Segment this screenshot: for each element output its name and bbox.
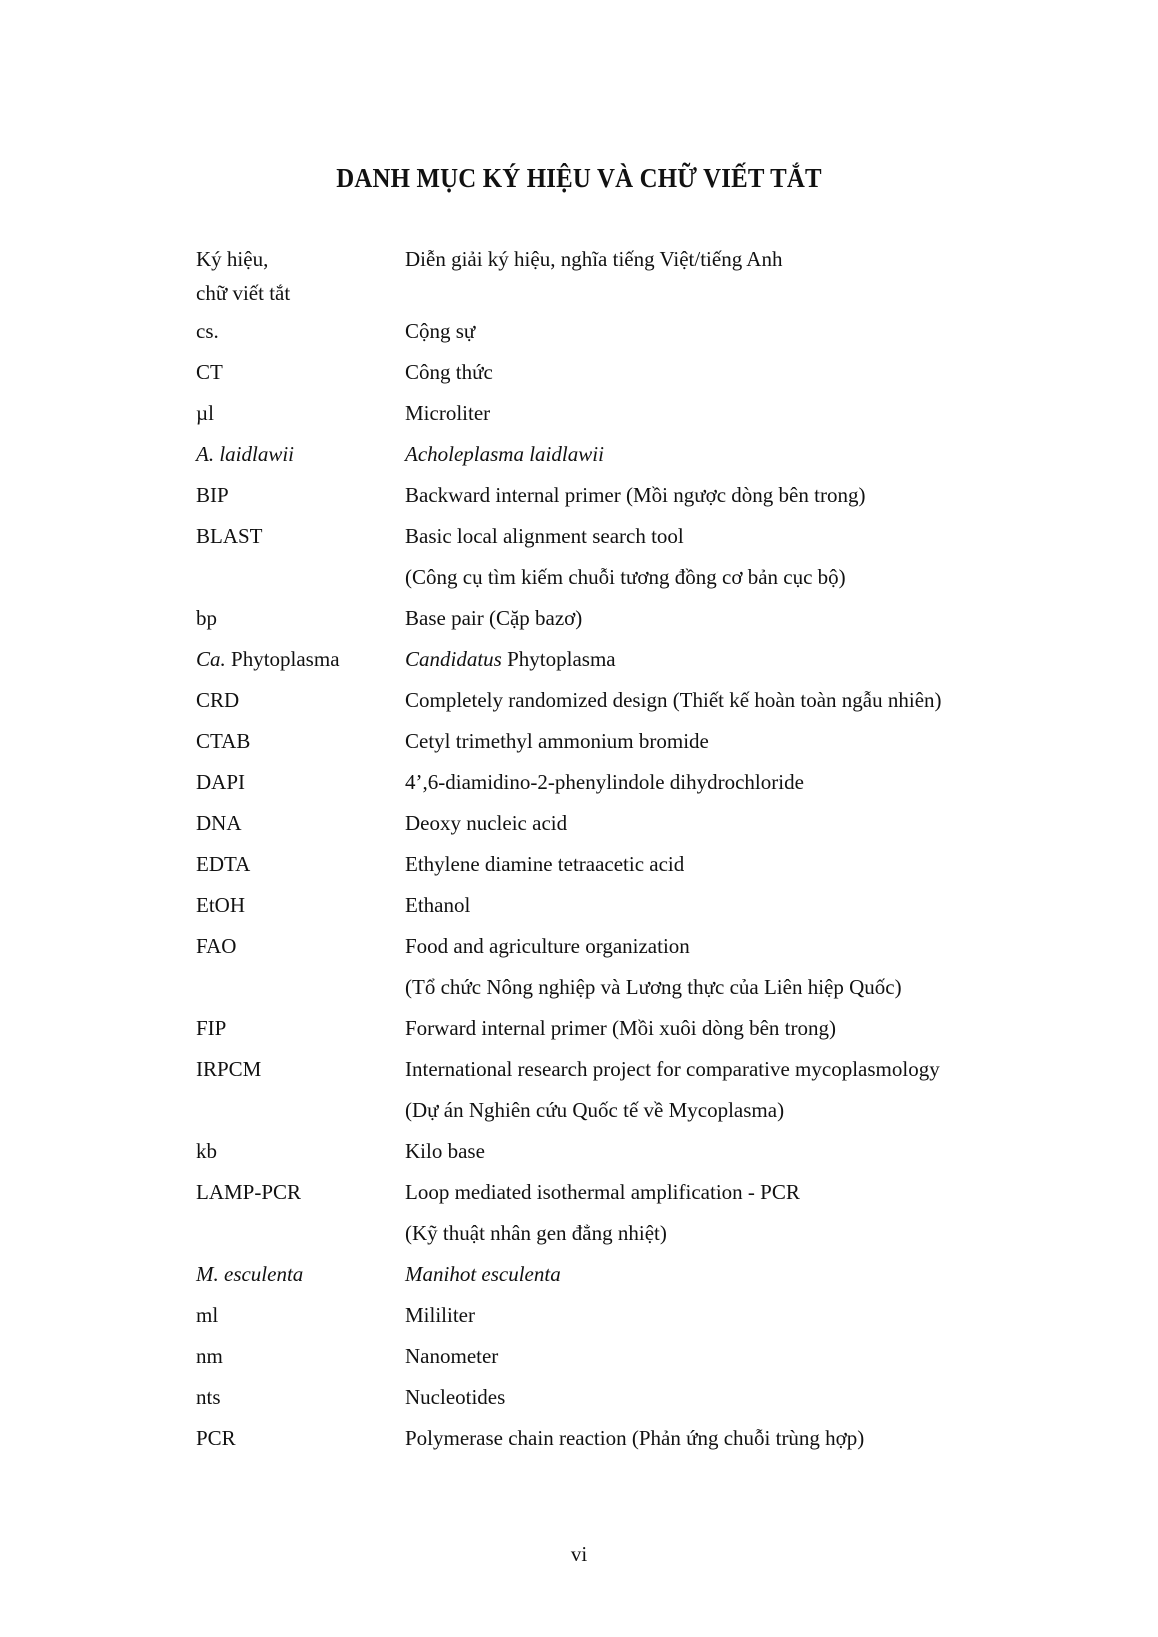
list-item — [196, 557, 1056, 598]
entry-description — [405, 393, 1056, 434]
text-segment: 4’,6-diamidino-2-phenylindole dihydrochloride — [405, 770, 804, 794]
entry-symbol — [196, 393, 405, 434]
abbreviation-list — [196, 240, 1056, 1459]
entry-description — [405, 598, 1056, 639]
entry-symbol — [196, 885, 405, 926]
entry-description — [405, 1377, 1056, 1418]
list-header-row — [196, 240, 1056, 310]
entry-description — [405, 1131, 1056, 1172]
text-segment: Cộng sự — [405, 319, 476, 343]
entry-symbol — [196, 762, 405, 803]
list-item — [196, 1254, 1056, 1295]
entry-symbol — [196, 516, 405, 557]
entry-symbol — [196, 967, 405, 1008]
entry-description — [405, 1336, 1056, 1377]
list-item — [196, 1295, 1056, 1336]
entry-symbol — [196, 680, 405, 721]
entry-symbol — [196, 475, 405, 516]
text-segment: Base pair (Cặp bazơ) — [405, 606, 583, 630]
entry-symbol — [196, 1295, 405, 1336]
text-segment: ml — [196, 1303, 219, 1327]
entry-symbol — [196, 1049, 405, 1090]
entry-symbol — [196, 1377, 405, 1418]
entry-symbol — [196, 1008, 405, 1049]
entry-symbol — [196, 721, 405, 762]
text-segment: Phytoplasma — [225, 647, 340, 671]
list-item — [196, 1377, 1056, 1418]
entry-symbol — [196, 1254, 405, 1295]
list-item — [196, 803, 1056, 844]
list-item — [196, 721, 1056, 762]
text-segment: Completely randomized design (Thiết kế hoàn toàn ngẫu nhiên) — [405, 688, 942, 712]
text-segment: EDTA — [196, 852, 251, 876]
list-item — [196, 844, 1056, 885]
text-segment: Deoxy nucleic acid — [405, 811, 568, 835]
text-segment: cs. — [196, 319, 219, 343]
list-item — [196, 1418, 1056, 1459]
list-item — [196, 762, 1056, 803]
text-segment: CT — [196, 360, 223, 384]
entry-symbol — [196, 803, 405, 844]
page-number: vi — [570, 1542, 588, 1566]
text-segment: Cetyl trimethyl ammonium bromide — [405, 729, 709, 753]
text-segment: M. esculenta — [196, 1262, 304, 1286]
list-item — [196, 598, 1056, 639]
list-item — [196, 393, 1056, 434]
entry-description — [405, 475, 1056, 516]
text-segment: (Tổ chức Nông nghiệp và Lương thực của Liên hiệp Quốc) — [405, 975, 902, 999]
text-segment: nm — [196, 1344, 223, 1368]
list-item — [196, 885, 1056, 926]
entry-symbol — [196, 1131, 405, 1172]
text-segment: Ethanol — [405, 893, 471, 917]
list-item — [196, 1090, 1056, 1131]
text-segment: (Kỹ thuật nhân gen đẳng nhiệt) — [405, 1221, 667, 1245]
text-segment: CRD — [196, 688, 240, 712]
text-segment: IRPCM — [196, 1057, 262, 1081]
entry-symbol — [196, 1213, 405, 1254]
entry-symbol — [196, 598, 405, 639]
text-segment: FIP — [196, 1016, 227, 1040]
list-item — [196, 926, 1056, 967]
text-segment: Basic local alignment search tool — [405, 524, 684, 548]
list-item — [196, 639, 1056, 680]
entry-description — [405, 434, 1056, 475]
text-segment: µl — [196, 401, 214, 425]
text-segment: Mililiter — [405, 1303, 475, 1327]
entry-description — [405, 680, 1056, 721]
text-segment: LAMP-PCR — [196, 1180, 302, 1204]
list-item — [196, 1131, 1056, 1172]
text-segment: Ethylene diamine tetraacetic acid — [405, 852, 685, 876]
list-item — [196, 1172, 1056, 1213]
text-segment: Công thức — [405, 360, 493, 384]
entry-description — [405, 844, 1056, 885]
text-segment: A. laidlawii — [196, 442, 295, 466]
entry-description — [405, 557, 1056, 598]
entry-description — [405, 639, 1056, 680]
text-segment: Nucleotides — [405, 1385, 506, 1409]
text-segment: Ca. — [196, 647, 226, 671]
entry-description — [405, 721, 1056, 762]
text-segment: Loop mediated isothermal amplification - PCR — [405, 1180, 800, 1204]
text-segment: (Công cụ tìm kiếm chuỗi tương đồng cơ bản cục bộ) — [405, 565, 846, 589]
text-segment: CTAB — [196, 729, 251, 753]
entry-description — [405, 1008, 1056, 1049]
text-segment: DAPI — [196, 770, 246, 794]
entry-symbol — [196, 639, 405, 680]
text-segment: Backward internal primer (Mồi ngược dòng bên trong) — [405, 483, 866, 507]
list-item — [196, 475, 1056, 516]
entry-symbol — [196, 352, 405, 393]
text-segment: FAO — [196, 934, 237, 958]
list-item — [196, 311, 1056, 352]
entry-symbol — [196, 844, 405, 885]
text-segment: Microliter — [405, 401, 491, 425]
text-segment: DNA — [196, 811, 242, 835]
entry-description — [405, 1213, 1056, 1254]
entry-description — [405, 1295, 1056, 1336]
text-segment: Acholeplasma laidlawii — [405, 442, 604, 466]
text-segment: kb — [196, 1139, 217, 1163]
text-segment: nts — [196, 1385, 221, 1409]
entry-symbol — [196, 1418, 405, 1459]
entry-description — [405, 1049, 1056, 1090]
text-segment: BLAST — [196, 524, 263, 548]
entry-description — [405, 1090, 1056, 1131]
text-segment: Phytoplasma — [501, 647, 616, 671]
list-item — [196, 1049, 1056, 1090]
entry-description — [405, 516, 1056, 557]
text-segment: BIP — [196, 483, 229, 507]
text-segment: EtOH — [196, 893, 245, 917]
entry-symbol — [196, 1336, 405, 1377]
entry-symbol — [196, 1090, 405, 1131]
list-item — [196, 1336, 1056, 1377]
entry-description — [405, 967, 1056, 1008]
entry-description — [405, 803, 1056, 844]
list-item — [196, 1008, 1056, 1049]
page-title: DANH MỤC KÝ HIỆU VÀ CHỮ VIẾT TẮT — [336, 163, 822, 193]
text-segment: Forward internal primer (Mồi xuôi dòng bên trong) — [405, 1016, 836, 1040]
text-segment: Kilo base — [405, 1139, 485, 1163]
entry-description — [405, 311, 1056, 352]
entry-symbol — [196, 1172, 405, 1213]
entry-description — [405, 885, 1056, 926]
entry-symbol — [196, 311, 405, 352]
text-segment: PCR — [196, 1426, 236, 1450]
text-segment: bp — [196, 606, 217, 630]
list-item — [196, 680, 1056, 721]
entry-symbol — [196, 557, 405, 598]
text-segment: Polymerase chain reaction (Phản ứng chuỗi trùng hợp) — [405, 1426, 865, 1450]
entry-description — [405, 1172, 1056, 1213]
list-item — [196, 434, 1056, 475]
entry-description — [405, 926, 1056, 967]
list-item — [196, 1213, 1056, 1254]
description-column-header: Diễn giải ký hiệu, nghĩa tiếng Việt/tiếng Anh — [405, 247, 783, 271]
entry-description — [405, 1418, 1056, 1459]
text-segment: Nanometer — [405, 1344, 499, 1368]
entry-description — [405, 1254, 1056, 1295]
text-segment: Candidatus — [405, 647, 502, 671]
list-item — [196, 352, 1056, 393]
list-item — [196, 516, 1056, 557]
symbol-column-header: Ký hiệu, chữ viết tắt — [196, 247, 291, 305]
list-item — [196, 967, 1056, 1008]
text-segment: International research project for comparative mycoplasmology — [405, 1057, 940, 1081]
entry-description — [405, 352, 1056, 393]
entry-symbol — [196, 434, 405, 475]
text-segment: Manihot esculenta — [405, 1262, 561, 1286]
entries-container — [196, 311, 1056, 1459]
entry-description — [405, 762, 1056, 803]
text-segment: Food and agriculture organization — [405, 934, 690, 958]
entry-symbol — [196, 926, 405, 967]
text-segment: (Dự án Nghiên cứu Quốc tế về Mycoplasma) — [405, 1098, 785, 1122]
